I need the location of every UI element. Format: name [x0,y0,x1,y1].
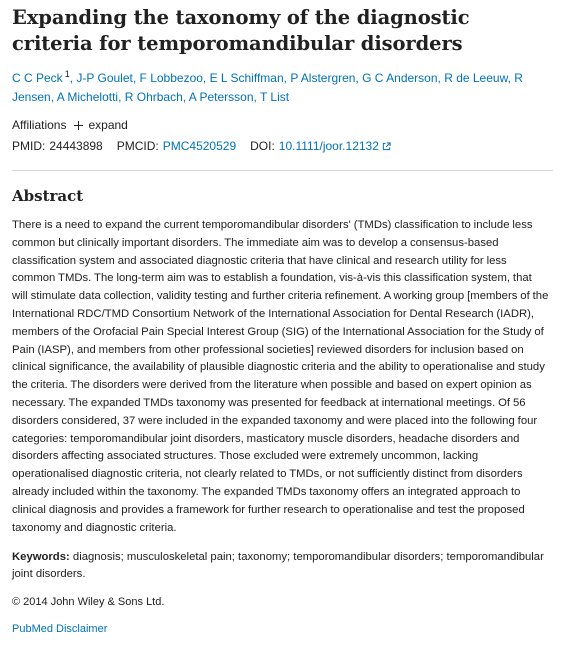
pmid-value: 24443898 [49,139,103,153]
keywords-label: Keywords: [12,550,70,563]
author-link[interactable]: R Ohrbach [124,90,183,104]
external-link-icon [382,142,391,151]
doi-group [250,138,391,154]
copyright-notice: © 2014 John Wiley & Sons Ltd. [12,596,165,609]
author-link[interactable]: A Petersson [188,90,254,104]
article-title: Expanding the taxonomy of the diagnostic criteria for temporomandibular disorders [12,6,470,55]
affiliation-number[interactable]: 1 [64,69,70,79]
doi-value: 10.1111/joor.12132 [278,139,379,153]
author-link[interactable]: A Michelotti [56,90,119,104]
doi-link[interactable] [279,138,391,154]
keywords-list: diagnosis; musculoskeletal pain; taxonomy; temporomandibular disorders; temporomandibular joint disorders. [12,550,544,581]
authors-list: C C Peck $^1$, J-P Goulet, F Lobbezoo, E L Schiffman, P Alstergren, G C Anderson, R de Leeuw, R Jensen, A Michelotti, R Ohrbach, A Petersson, T List [12,69,523,104]
author-link[interactable]: J-P Goulet [76,71,133,85]
author-link[interactable]: R Jensen [12,71,523,104]
author-link[interactable]: T List [259,90,290,104]
abstract-heading: Abstract [12,187,84,205]
affiliations-row [12,117,553,133]
abstract-text: There is a need to expand the current temporomandibular disorders' (TMDs) classification to include less common but clinically important disorders. The immediate aim was to develop a consensus-based classification system and associated diagnostic criteria that have clinical and research utility for less common TMDs. The long-term aim was to establish a foundation, vis-à-vis this classification system, that will stimulate data collection, validity testing and further criteria refinement. A working group [members of the International RDC/TMD Consortium Network of the International Association for Dental Research (IADR), members of the Orofacial Pain Special Interest Group (SIG) of the International Association for the Study of Pain (IASP), and members from other professional societies] reviewed disorders for inclusion based on clinical significance, the availability of plausible diagnostic criteria and the ability to operationalise and study the criteria. The disorders were derived from the literature when possible and based on expert opinion as necessary. The expanded TMDs taxonomy was presented for feedback at international meetings. Of 56 disorders considered, 37 were included in the expanded taxonomy and were placed into the following four categories: temporomandibular joint disorders, masticatory muscle disorders, headache disorders and disorders affecting associated structures. Those excluded were extremely uncommon, lacking operationalised diagnostic criteria, not clearly related to TMDs, or not sufficiently distinct from disorders already included within the taxonomy. The expanded TMDs taxonomy offers an integrated approach to clinical diagnosis and provides a framework for further research to operationalise and test the proposed taxonomy and diagnostic criteria. [12,219,549,534]
author-link[interactable]: F Lobbezoo [139,71,203,85]
author-link[interactable]: R de Leeuw [444,71,508,85]
section-divider [12,170,553,171]
expand-label: expand [88,118,128,132]
pmid-label: PMID: [12,139,46,153]
author-link[interactable]: G C Anderson [362,71,438,85]
affiliations-expand-button[interactable] [74,117,127,133]
pmcid-group [117,138,236,154]
article-page [0,5,563,664]
keywords-row [12,549,553,585]
pubmed-disclaimer-link[interactable]: PubMed Disclaimer [12,623,108,636]
disclaimer-row [12,621,553,637]
author-link[interactable]: P Alstergren [290,71,356,85]
pmcid-label: PMCID: [116,139,159,153]
pmid-group [12,138,103,154]
pmcid-link[interactable]: PMC4520529 [162,139,237,153]
author-link[interactable]: C C Peck [12,71,63,85]
affiliations-label: Affiliations [12,118,67,132]
author-link[interactable]: E L Schiffman [209,71,284,85]
plus-icon [74,121,83,130]
doi-label: DOI: [250,139,275,153]
identifiers-row [12,138,553,154]
